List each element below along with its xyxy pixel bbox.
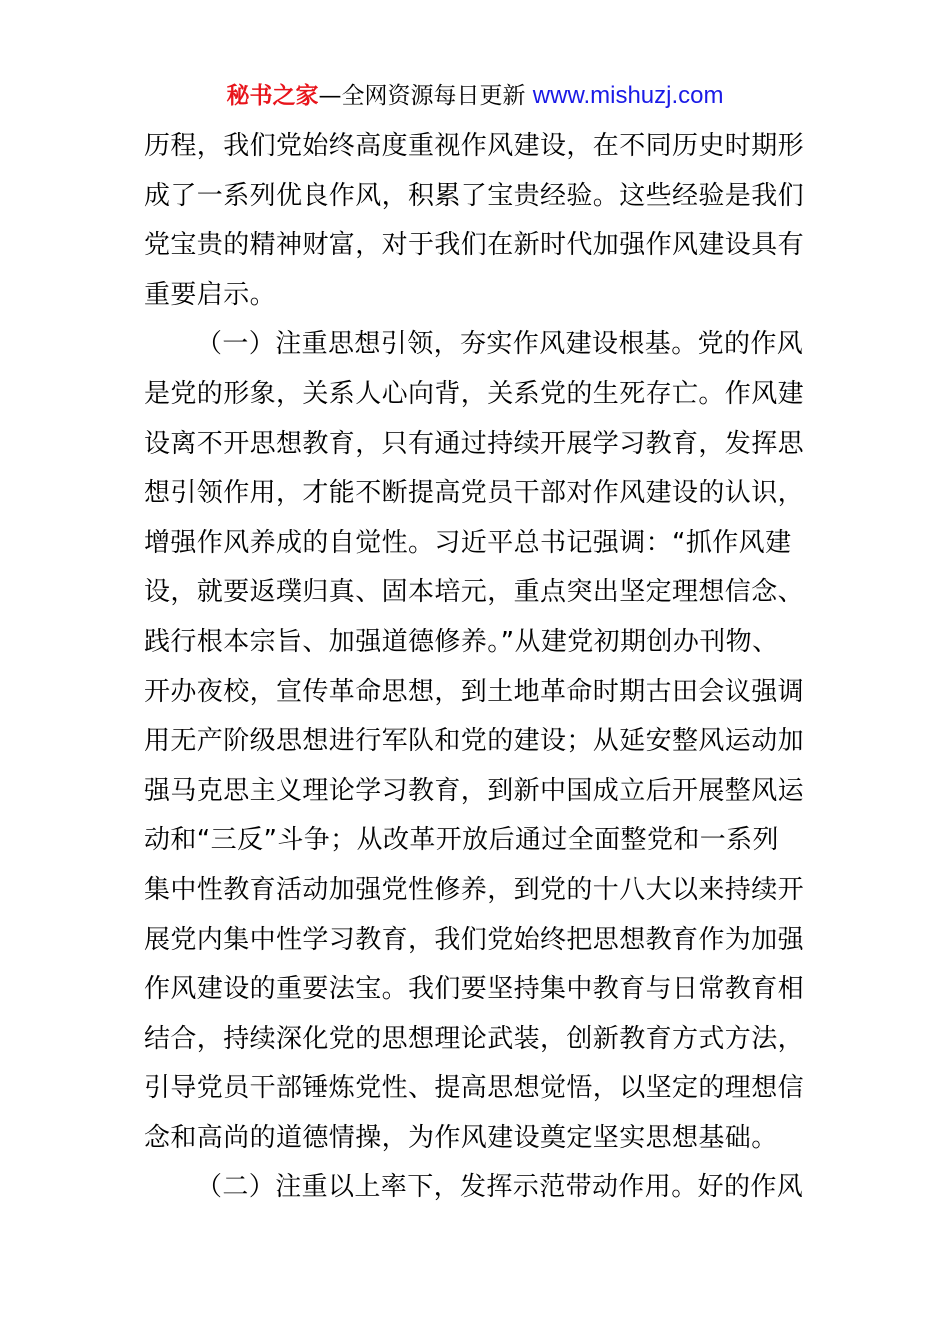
site-link[interactable]: www.mishuzj.com (532, 82, 724, 109)
text-line: 想引领作用，才能不断提高党员干部对作风建设的认识， (144, 478, 805, 509)
paragraph-heading-1: （一）注重思想引领，夯实作风建设根基。党的作风 (196, 329, 804, 360)
text-line: 引导党员干部锤炼党性、提高思想觉悟，以坚定的理想信 (144, 1073, 805, 1104)
text-line: 作风建设的重要法宝。我们要坚持集中教育与日常教育相 (144, 974, 805, 1005)
text-line: 设，就要返璞归真、固本培元，重点突出坚定理想信念、 (144, 577, 805, 608)
text-line: 成了一系列优良作风，积累了宝贵经验。这些经验是我们 (144, 180, 805, 211)
header-tagline: —全网资源每日更新 (318, 83, 526, 109)
page-header (0, 80, 950, 112)
text-line: 开办夜校，宣传革命思想，到土地革命时期古田会议强调 (144, 676, 805, 707)
brand-name: 秘书之家 (226, 83, 319, 109)
text-line: 践行根本宗旨、加强道德修养。”从建党初期创办刊物、 (144, 626, 779, 657)
document-body (144, 122, 824, 1213)
text-line: 强马克思主义理论学习教育，到新中国成立后开展整风运 (144, 775, 805, 806)
text-line: 历程，我们党始终高度重视作风建设，在不同历史时期形 (144, 131, 805, 161)
text-line: 用无产阶级思想进行军队和党的建设；从延安整风运动加 (144, 726, 805, 757)
text-line: 重要启示。 (144, 279, 277, 310)
text-line: 结合，持续深化党的思想理论武装，创新教育方式方法， (144, 1023, 805, 1054)
text-line: 念和高尚的道德情操，为作风建设奠定坚实思想基础。 (144, 1122, 778, 1153)
text-line: 展党内集中性学习教育，我们党始终把思想教育作为加强 (144, 924, 805, 955)
text-line: 党宝贵的精神财富，对于我们在新时代加强作风建设具有 (144, 230, 805, 261)
text-line: 集中性教育活动加强党性修养，到党的十八大以来持续开 (144, 874, 805, 905)
text-line: 增强作风养成的自觉性。习近平总书记强调：“抓作风建 (144, 527, 792, 558)
text-line: 动和“三反”斗争；从改革开放后通过全面整党和一系列 (144, 825, 779, 856)
text-line: 设离不开思想教育，只有通过持续开展学习教育，发挥思 (144, 428, 805, 459)
text-line: 是党的形象，关系人心向背，关系党的生死存亡。作风建 (144, 378, 805, 409)
paragraph-heading-2: （二）注重以上率下，发挥示范带动作用。好的作风 (196, 1172, 804, 1203)
